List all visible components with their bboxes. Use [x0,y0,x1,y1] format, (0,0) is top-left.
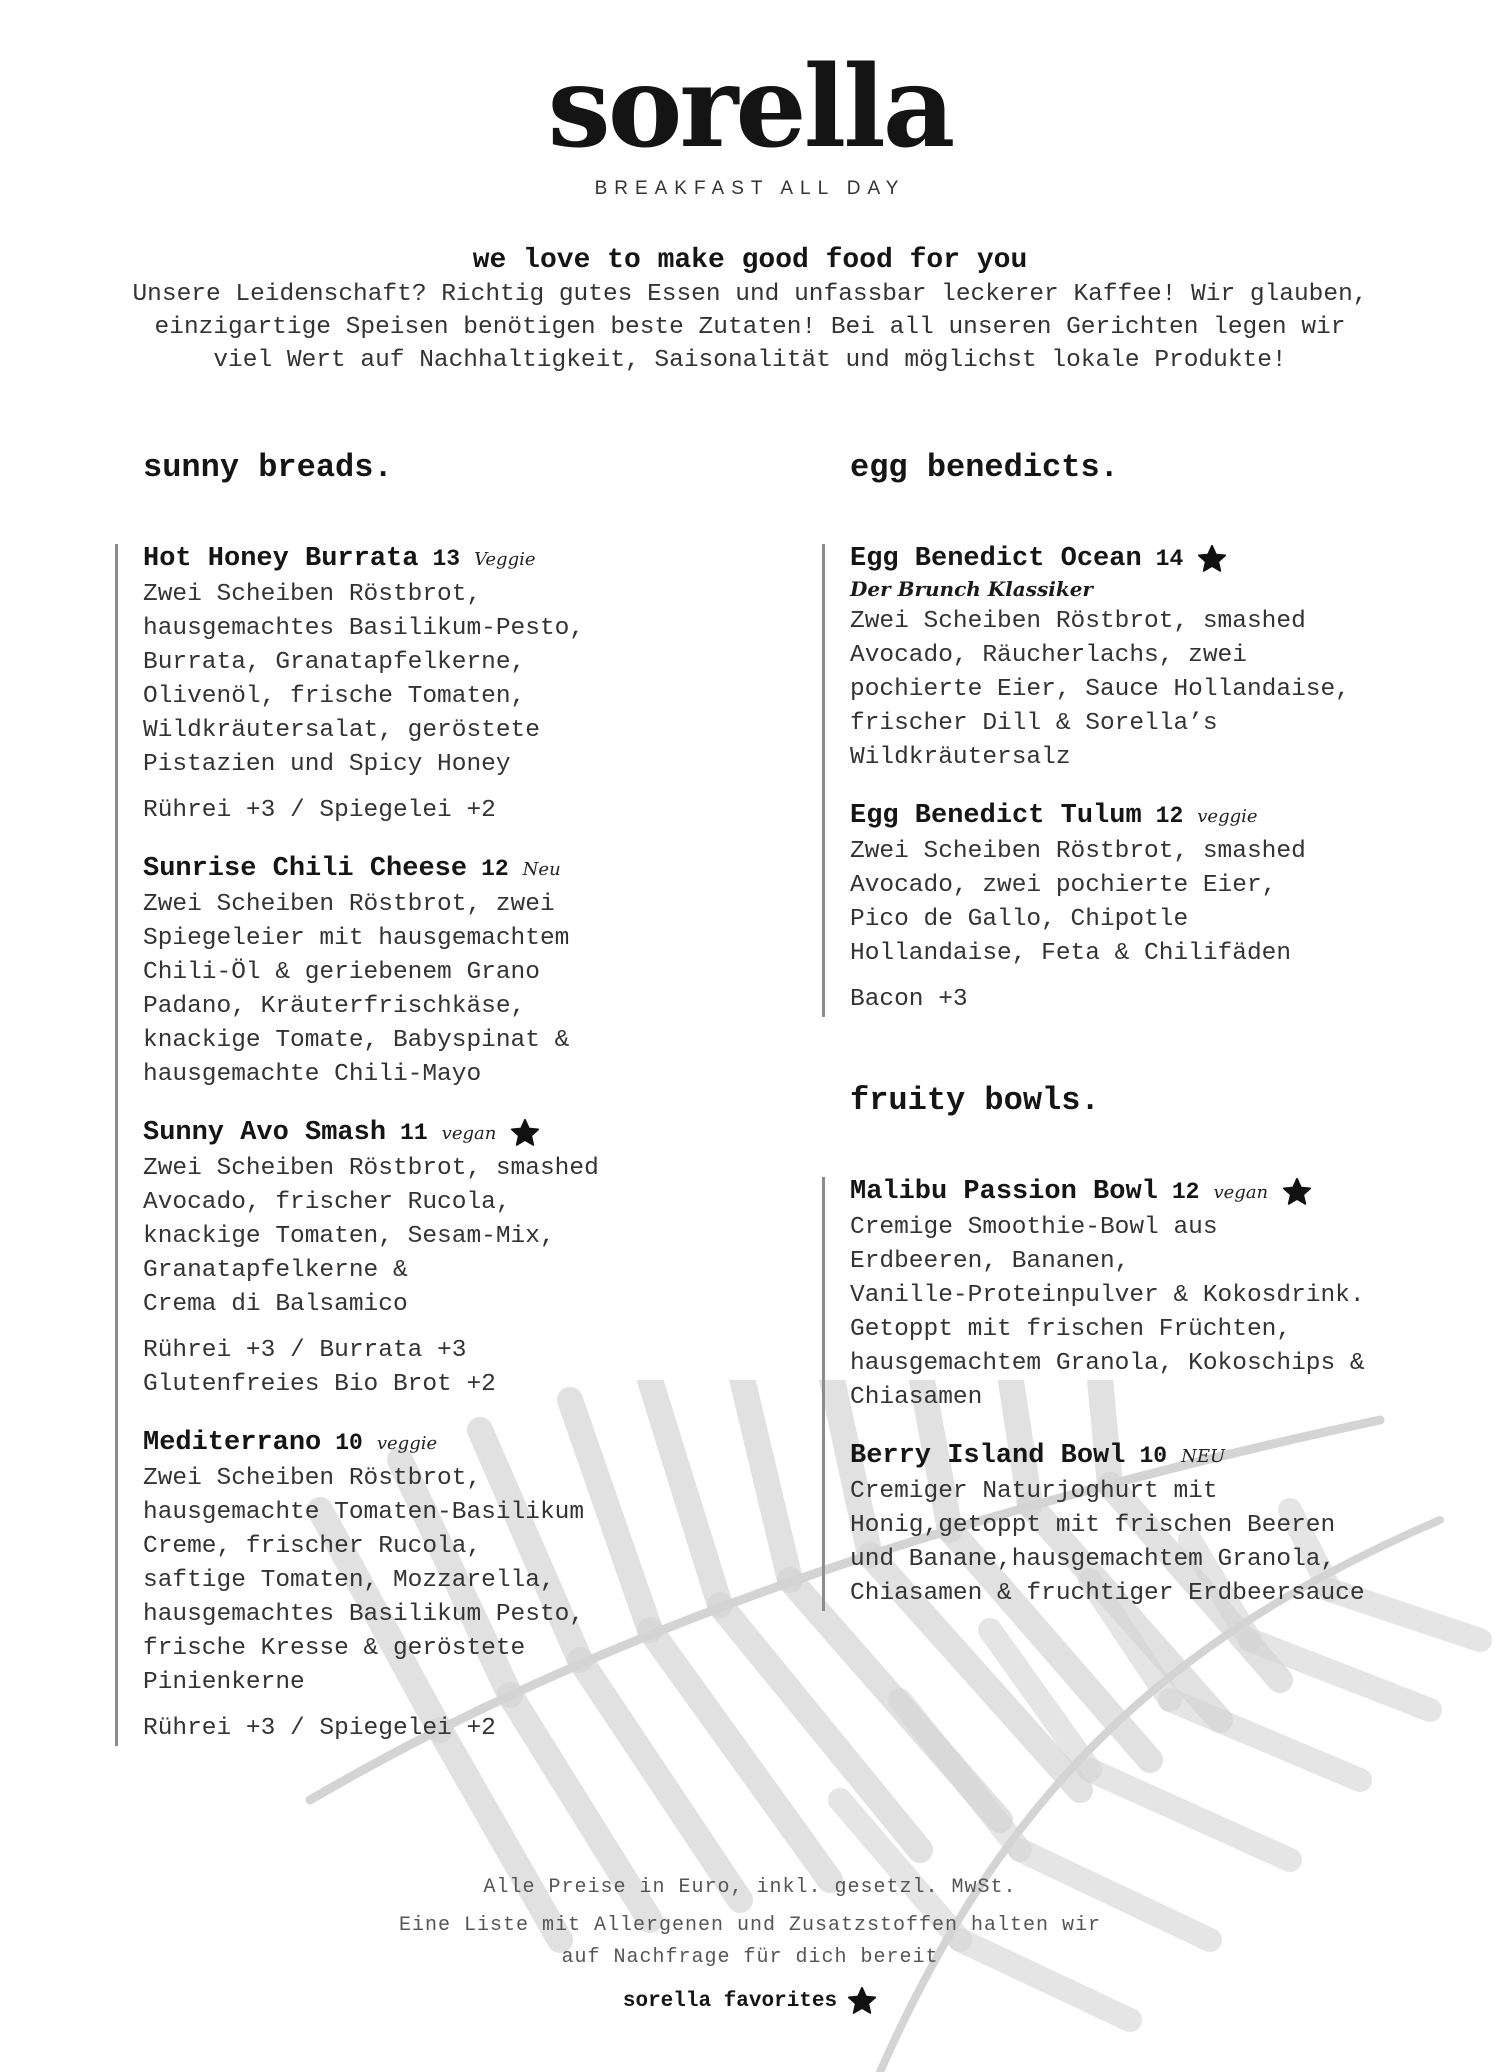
item-tag: vegan [1213,1182,1269,1203]
item-description: Zwei Scheiben Röstbrot, hausgemachte Tomaten-Basilikum Creme, frischer Rucola, saftige Tomaten, Mozzarella, hausgemachtes Basilikum Pesto, frische Kresse & geröstete Pinienkerne [143,1465,585,1696]
sunny-breads-column [143,450,703,1746]
menu-item-berry-island-bowl [850,1441,1470,1611]
item-price: 11 [400,1120,428,1146]
item-tag: Veggie [474,549,536,570]
item-name: Mediterrano [143,1428,322,1458]
item-tag: vegan [441,1123,497,1144]
menu-item-egg-benedict-tulum [850,801,1470,1017]
brand-tagline: BREAKFAST ALL DAY [594,178,906,199]
intro-title: we love to make good food for you [472,245,1028,276]
item-name: Malibu Passion Bowl [850,1177,1158,1207]
item-extras: Bacon +3 [850,986,968,1013]
right-column [850,450,1470,1611]
favorites-label: sorella favorites [622,1989,838,2013]
item-tag: Neu [522,859,561,880]
menu-item-egg-benedict-ocean [850,544,1470,775]
item-description: Cremige Smoothie-Bowl aus Erdbeeren, Bananen, Vanille-Proteinpulver & Kokosdrink. Getoppt mit frischen Früchten, hausgemachtem Granola, Kokoschips & Chiasamen [850,1214,1365,1411]
item-price: 12 [481,856,509,882]
star-icon [510,1118,540,1148]
item-price: 12 [1171,1179,1200,1205]
section-title-fruity-bowls: fruity bowls. [850,1082,1100,1119]
item-price: 10 [1139,1443,1168,1469]
item-description: Cremiger Naturjoghurt mit Honig,getoppt mit frischen Beeren und Banane,hausgemachtem Granola, Chiasamen & fruchtiger Erdbeersauce [850,1478,1365,1607]
item-tag: NEU [1181,1446,1226,1467]
item-name: Sunny Avo Smash [143,1118,387,1148]
sorella-logo: sorella [547,42,953,173]
allergens-note-line-1: Eine Liste mit Allergenen und Zusatzstoffen halten wir [398,1914,1102,1937]
section-title-sunny-breads: sunny breads. [143,449,393,486]
fruity-bowls-list [850,1177,1470,1611]
item-subtitle: Der Brunch Klassiker [850,577,1093,601]
menu-item-malibu-passion-bowl [850,1177,1470,1415]
item-price: 12 [1155,803,1184,829]
intro [120,244,1380,377]
item-name: Sunrise Chili Cheese [143,854,468,884]
egg-benedicts-list [850,544,1470,1017]
item-description: Zwei Scheiben Röstbrot, smashed Avocado, frischer Rucola, knackige Tomaten, Sesam-Mix, Granatapfelkerne & Crema di Balsamico [143,1155,599,1318]
item-price: 14 [1155,546,1184,572]
allergens-note-line-2: auf Nachfrage für dich bereit [561,1946,939,1969]
intro-text: Unsere Leidenschaft? Richtig gutes Essen und unfassbar leckerer Kaffee! Wir glauben, einzigartige Speisen benötigen beste Zutaten! Bei all unseren Gerichten legen wir viel Wert auf Nachhaltigkeit, Saisonalität und möglichst lokale Produkte! [132,281,1368,374]
item-price: 13 [432,546,461,572]
item-name: Egg Benedict Tulum [850,801,1142,831]
item-name: Berry Island Bowl [850,1441,1126,1471]
item-extras: Rührei +3 / Spiegelei +2 [143,797,496,824]
item-description: Zwei Scheiben Röstbrot, smashed Avocado, zwei pochierte Eier, Pico de Gallo, Chipotle Hollandaise, Feta & Chilifäden [850,838,1306,967]
brand-header [0,42,1500,200]
item-name: Egg Benedict Ocean [850,544,1142,574]
item-description: Zwei Scheiben Röstbrot, zwei Spiegeleier mit hausgemachtem Chili-Öl & geriebenem Grano Padano, Kräuterfrischkäse, knackige Tomate, Babyspinat & hausgemachte Chili-Mayo [143,891,570,1088]
item-extras: Rührei +3 / Spiegelei +2 [143,1715,496,1742]
item-extras: Rührei +3 / Burrata +3 Glutenfreies Bio Brot +2 [143,1337,496,1398]
star-icon [1197,544,1227,574]
sunny-breads-list [143,544,703,1746]
footer [0,1872,1500,2016]
prices-note: Alle Preise in Euro, inkl. gesetzl. MwSt. [483,1876,1017,1899]
star-icon [847,1986,877,2016]
item-tag: veggie [1197,806,1258,827]
item-price: 10 [335,1430,363,1456]
menu-item-sunny-avo-smash [143,1118,703,1402]
menu-item-mediterrano [143,1428,703,1746]
menu-item-sunrise-chili-cheese [143,854,703,1092]
item-name: Hot Honey Burrata [143,544,419,574]
item-description: Zwei Scheiben Röstbrot, hausgemachtes Basilikum-Pesto, Burrata, Granatapfelkerne, Olivenöl, frische Tomaten, Wildkräutersalat, geröstete Pistazien und Spicy Honey [143,581,585,778]
section-title-egg-benedicts: egg benedicts. [850,449,1119,486]
item-tag: veggie [376,1433,438,1454]
item-description: Zwei Scheiben Röstbrot, smashed Avocado, Räucherlachs, zwei pochierte Eier, Sauce Hollandaise, frischer Dill & Sorella’s Wildkräutersalz [850,608,1350,771]
menu-item-hot-honey-burrata [143,544,703,828]
star-icon [1282,1177,1312,1207]
favorites-legend [623,1986,877,2016]
